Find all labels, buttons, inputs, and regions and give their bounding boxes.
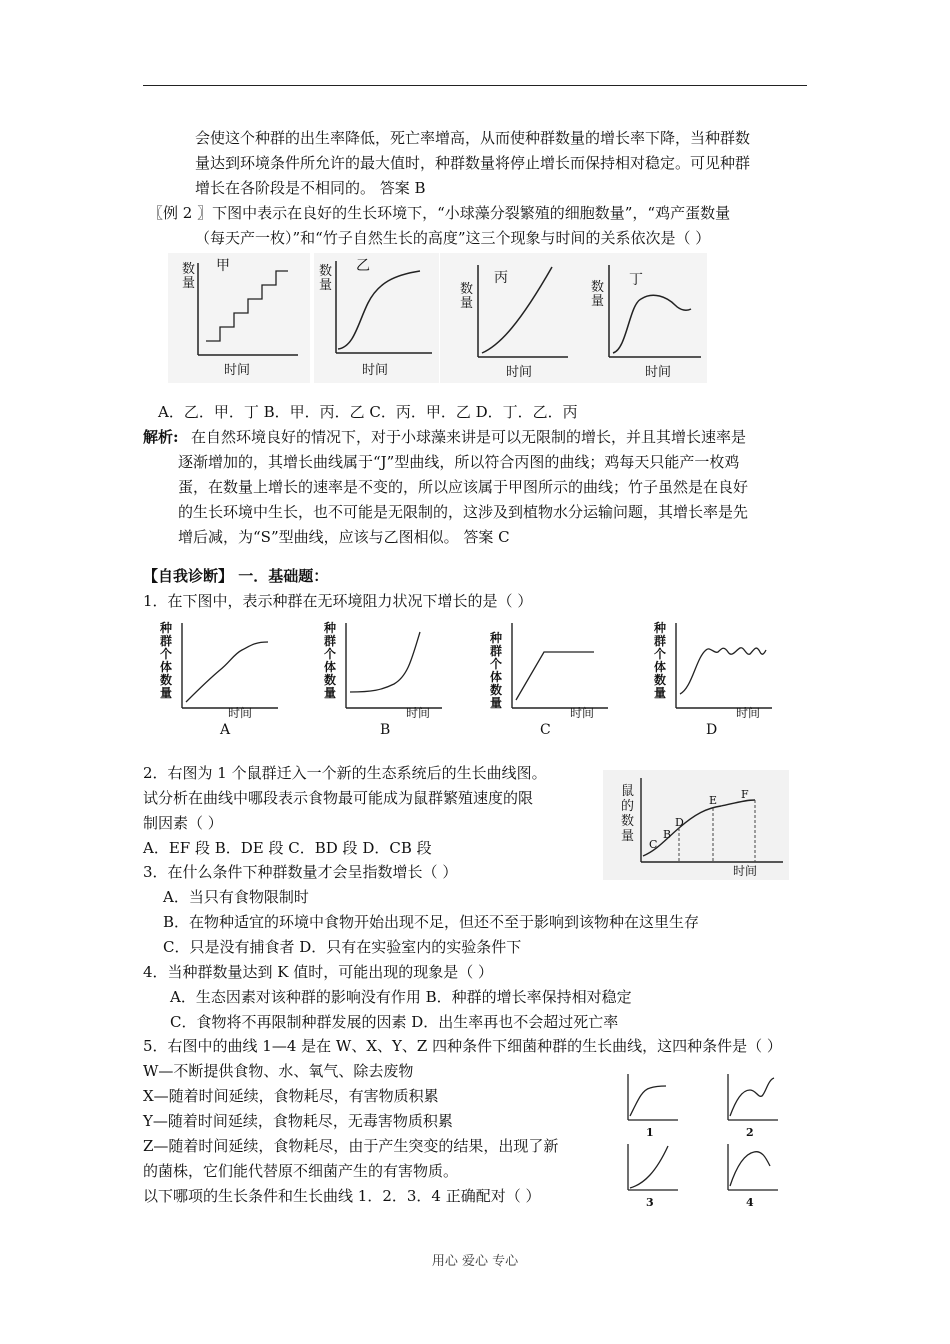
- page-footer: 用心 爱心 专心: [431, 1254, 519, 1269]
- q1-graph-b-letter: B: [380, 722, 391, 738]
- self-check-heading: 【自我诊断】 一．基础题：: [143, 567, 329, 585]
- q5-condition-z-cont: 的菌株，它们能代替原不细菌产生的有害物质。: [143, 1162, 459, 1180]
- q2-mouse-graph: [603, 770, 789, 880]
- graph-jia-label: 甲: [216, 258, 230, 274]
- graph-yi-label: 乙: [356, 258, 370, 274]
- graph-ding-ylabel: 数量: [591, 280, 605, 309]
- analysis-line-1: 在自然环境良好的情况下，对于小球藻来讲是可以无限制的增长，并且其增长速率是: [191, 428, 747, 446]
- q5-graph-4-number: 4: [746, 1196, 754, 1209]
- graph-yi: [314, 253, 439, 383]
- analysis-label: 解析:: [143, 428, 179, 446]
- q5-condition-y: Y—随着时间延续，食物耗尽，无毒害物质积累: [143, 1112, 453, 1130]
- q1-graph-d-xlabel: 时间: [736, 706, 761, 720]
- q5-graph-1-number: 1: [646, 1126, 654, 1139]
- q3-option-a: A．当只有食物限制时: [163, 888, 309, 906]
- q4-option-ab: A．生态因素对该种群的影响没有作用 B．种群的增长率保持相对稳定: [170, 988, 632, 1006]
- q2-point-e: E: [709, 794, 718, 807]
- q1-graph-b-ylabel: 种群个体数量: [324, 621, 337, 700]
- graph-bing-ylabel: 数量: [460, 282, 474, 311]
- q3-text: 3．在什么条件下种群数量才会呈指数增长（ ）: [143, 863, 458, 881]
- q2-line-1: 2．右图为 1 个鼠群迁入一个新的生态系统后的生长曲线图。: [143, 764, 547, 782]
- q1-graph-c-xlabel: 时间: [570, 706, 595, 720]
- graph-ding-xlabel: 时间: [645, 365, 672, 380]
- q5-condition-x: X—随着时间延续，食物耗尽，有害物质积累: [143, 1087, 439, 1105]
- q1-graph-d-ylabel: 种群个体数量: [654, 621, 667, 700]
- q2-point-d: D: [675, 816, 684, 829]
- q2-graph-ylabel: 鼠的数量: [621, 784, 635, 844]
- q1-graph-c-ylabel: 种群个体数量: [490, 631, 503, 710]
- q1-graph-a-xlabel: 时间: [228, 706, 253, 720]
- graph-jia: [168, 253, 310, 383]
- q1-graph-d-letter: D: [706, 722, 718, 738]
- q5-question: 以下哪项的生长条件和生长曲线 1．2．3．4 正确配对（ ）: [143, 1187, 541, 1205]
- q5-condition-w: W—不断提供食物、水、氧气、除去废物: [143, 1062, 414, 1080]
- q2-point-b: B: [663, 828, 672, 841]
- graph-bing-label: 丙: [494, 270, 508, 286]
- example2-question-line-1: 〖例 2 〗下图中表示在良好的生长环境下，“小球藻分裂繁殖的细胞数量”，“鸡产蛋数量: [148, 204, 731, 222]
- q5-text: 5．右图中的曲线 1—4 是在 W、X、Y、Z 四种条件下细菌种群的生长曲线，这四种条件是（ ）: [143, 1037, 782, 1055]
- para1-line-3: 增长在各阶段是不相同的。 答案 B: [195, 179, 426, 197]
- graph-ding-label: 丁: [629, 272, 643, 288]
- q2-point-f: F: [741, 788, 749, 801]
- analysis-line-2: 逐渐增加的，其增长曲线属于“J”型曲线，所以符合丙图的曲线；鸡每天只能产一枚鸡: [178, 453, 740, 471]
- example2-question-line-2: （每天产一枚）”和“竹子自然生长的高度”这三个现象与时间的关系依次是（ ）: [195, 229, 711, 247]
- header-rule: [143, 85, 807, 86]
- analysis-line-3: 蛋，在数量上增长的速率是不变的，所以应该属于甲图所示的曲线；竹子虽然是在良好: [178, 478, 749, 496]
- q5-graph-2: [722, 1070, 782, 1139]
- q5-graph-3: [622, 1140, 682, 1209]
- para1-line-1: 会使这个种群的出生率降低，死亡率增高，从而使种群数量的增长率下降，当种群数: [195, 129, 751, 147]
- graph-jia-xlabel: 时间: [224, 363, 251, 378]
- q1-graph-c-letter: C: [540, 722, 551, 738]
- q2-line-3: 制因素（ ）: [143, 814, 223, 832]
- graph-bing-xlabel: 时间: [506, 365, 533, 380]
- q4-text: 4．当种群数量达到 K 值时，可能出现的现象是（ ）: [143, 963, 494, 981]
- q5-graph-3-number: 3: [646, 1196, 654, 1209]
- q2-point-c: C: [649, 838, 658, 851]
- q3-option-b: B．在物种适宜的环境中食物开始出现不足，但还不至于影响到该物种在这里生存: [163, 913, 700, 931]
- q4-option-cd: C．食物将不再限制种群发展的因素 D．出生率再也不会超过死亡率: [170, 1013, 619, 1031]
- graph-ding: [575, 253, 707, 383]
- graph-yi-xlabel: 时间: [362, 363, 389, 378]
- q1-text: 1．在下图中，表示种群在无环境阻力状况下增长的是（ ）: [143, 592, 533, 610]
- q5-graph-2-number: 2: [746, 1126, 754, 1139]
- para1-line-2: 量达到环境条件所允许的最大值时，种群数量将停止增长而保持相对稳定。可见种群: [195, 154, 751, 172]
- q1-graph-a: [158, 618, 283, 738]
- analysis-line-5: 增后减，为“S”型曲线，应该与乙图相似。 答案 C: [178, 528, 510, 546]
- graph-bing: [440, 253, 575, 383]
- graph-yi-ylabel: 数量: [319, 264, 333, 293]
- q1-graph-d: [652, 618, 777, 738]
- q5-graph-1: [622, 1070, 682, 1139]
- q5-condition-z: Z—随着时间延续，食物耗尽，由于产生突变的结果，出现了新: [143, 1137, 559, 1155]
- q2-graph-xlabel: 时间: [733, 864, 758, 878]
- q1-graph-c: [488, 618, 613, 738]
- graph-jia-ylabel: 数量: [182, 262, 196, 291]
- analysis-line-4: 的生长环境中生长，也不可能是无限制的，这涉及到植物水分运输问题，其增长率是先: [178, 503, 749, 521]
- q5-graph-4: [722, 1140, 782, 1209]
- q1-graph-a-letter: A: [220, 722, 231, 738]
- q2-options: A．EF 段 B．DE 段 C．BD 段 D．CB 段: [143, 839, 432, 857]
- q1-graph-b: [322, 618, 447, 738]
- example2-options: A．乙．甲．丁 B．甲．丙．乙 C．丙．甲．乙 D．丁．乙．丙: [158, 403, 578, 421]
- q1-graph-a-ylabel: 种群个体数量: [160, 621, 173, 700]
- q3-option-cd: C．只是没有捕食者 D．只有在实验室内的实验条件下: [163, 938, 522, 956]
- q1-graph-b-xlabel: 时间: [406, 706, 431, 720]
- q2-line-2: 试分析在曲线中哪段表示食物最可能成为鼠群繁殖速度的限: [143, 789, 534, 807]
